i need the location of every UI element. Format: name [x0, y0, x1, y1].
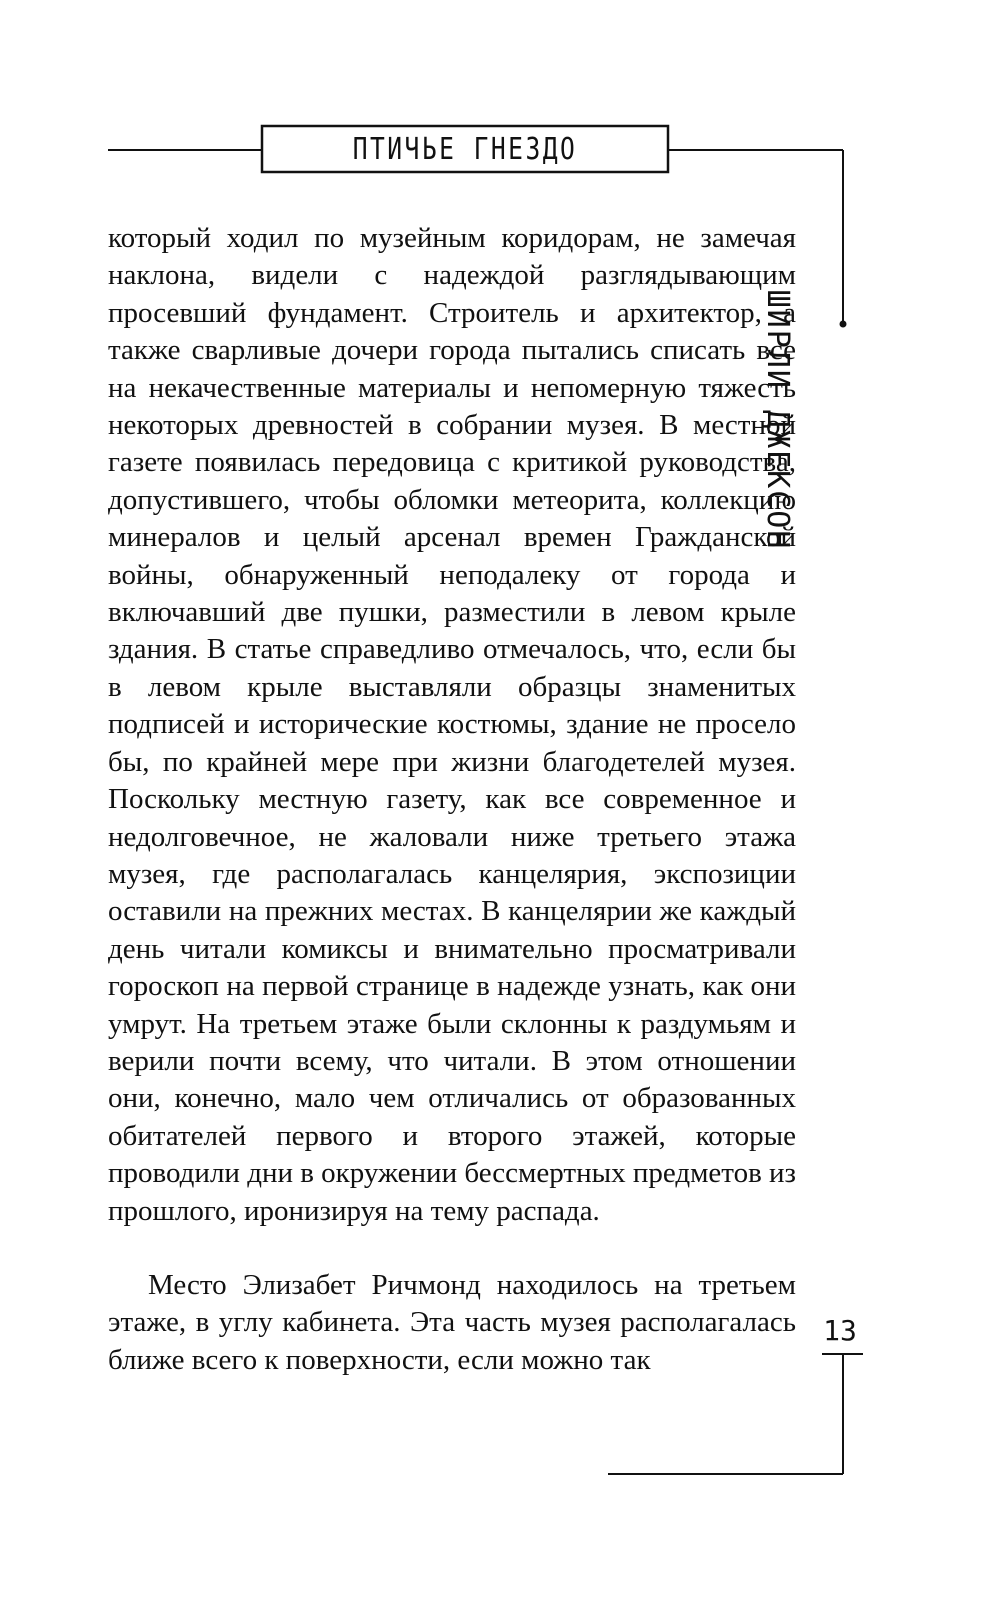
page-number: 13 [823, 1313, 857, 1347]
paragraph: который ходил по музейным коридорам, не замечая наклона, видели с надеждой разглядывающим просевший фундамент. Строитель и архитектор, а также сварливые дочери города пытались списать все на некачественные материалы и непомерную тяжесть некоторых древностей в собрании музея. В местной газете появилась передовица с критикой руководства, допустившего, чтобы обломки метеорита, коллекцию минералов и целый арсенал времен Гражданской войны, обнаруженный неподалеку от города и включавший две пушки, разместили в левом крыле здания. В статье справедливо отмечалось, что, если бы в левом крыле выставляли образцы знаменитых подписей и исторические костюмы, здание не просело бы, по крайней мере при жизни благодетелей музея. Поскольку местную газету, как все современное и недолговечное, не жаловали ниже третьего этажа музея, где располагалась канцелярия, экспозиции оставили на прежних местах. В канцелярии же каждый день читали комиксы и внимательно просматривали гороскоп на первой странице в надежде узнать, как они умрут. На третьем этаже были склонны к раздумьям и верили почти всему, что читали. В этом отношении они, конечно, мало чем отличались от образованных обитателей первого и второго этажей, которые проводили дни в окружении бессмертных предметов из прошлого, иронизируя на тему распада. [108, 222, 797, 1227]
side-author-name: ШИРЛИ ДЖЕКСОН [760, 289, 796, 551]
running-title: ПТИЧЬЕ ГНЕЗДО [352, 131, 578, 167]
paragraph: Место Элизабет Ричмонд находилось на третьем этаже, в углу кабинета. Эта часть музея располагалась ближе всего к поверхности, если можно так [108, 1268, 796, 1376]
body-text [108, 220, 796, 1379]
